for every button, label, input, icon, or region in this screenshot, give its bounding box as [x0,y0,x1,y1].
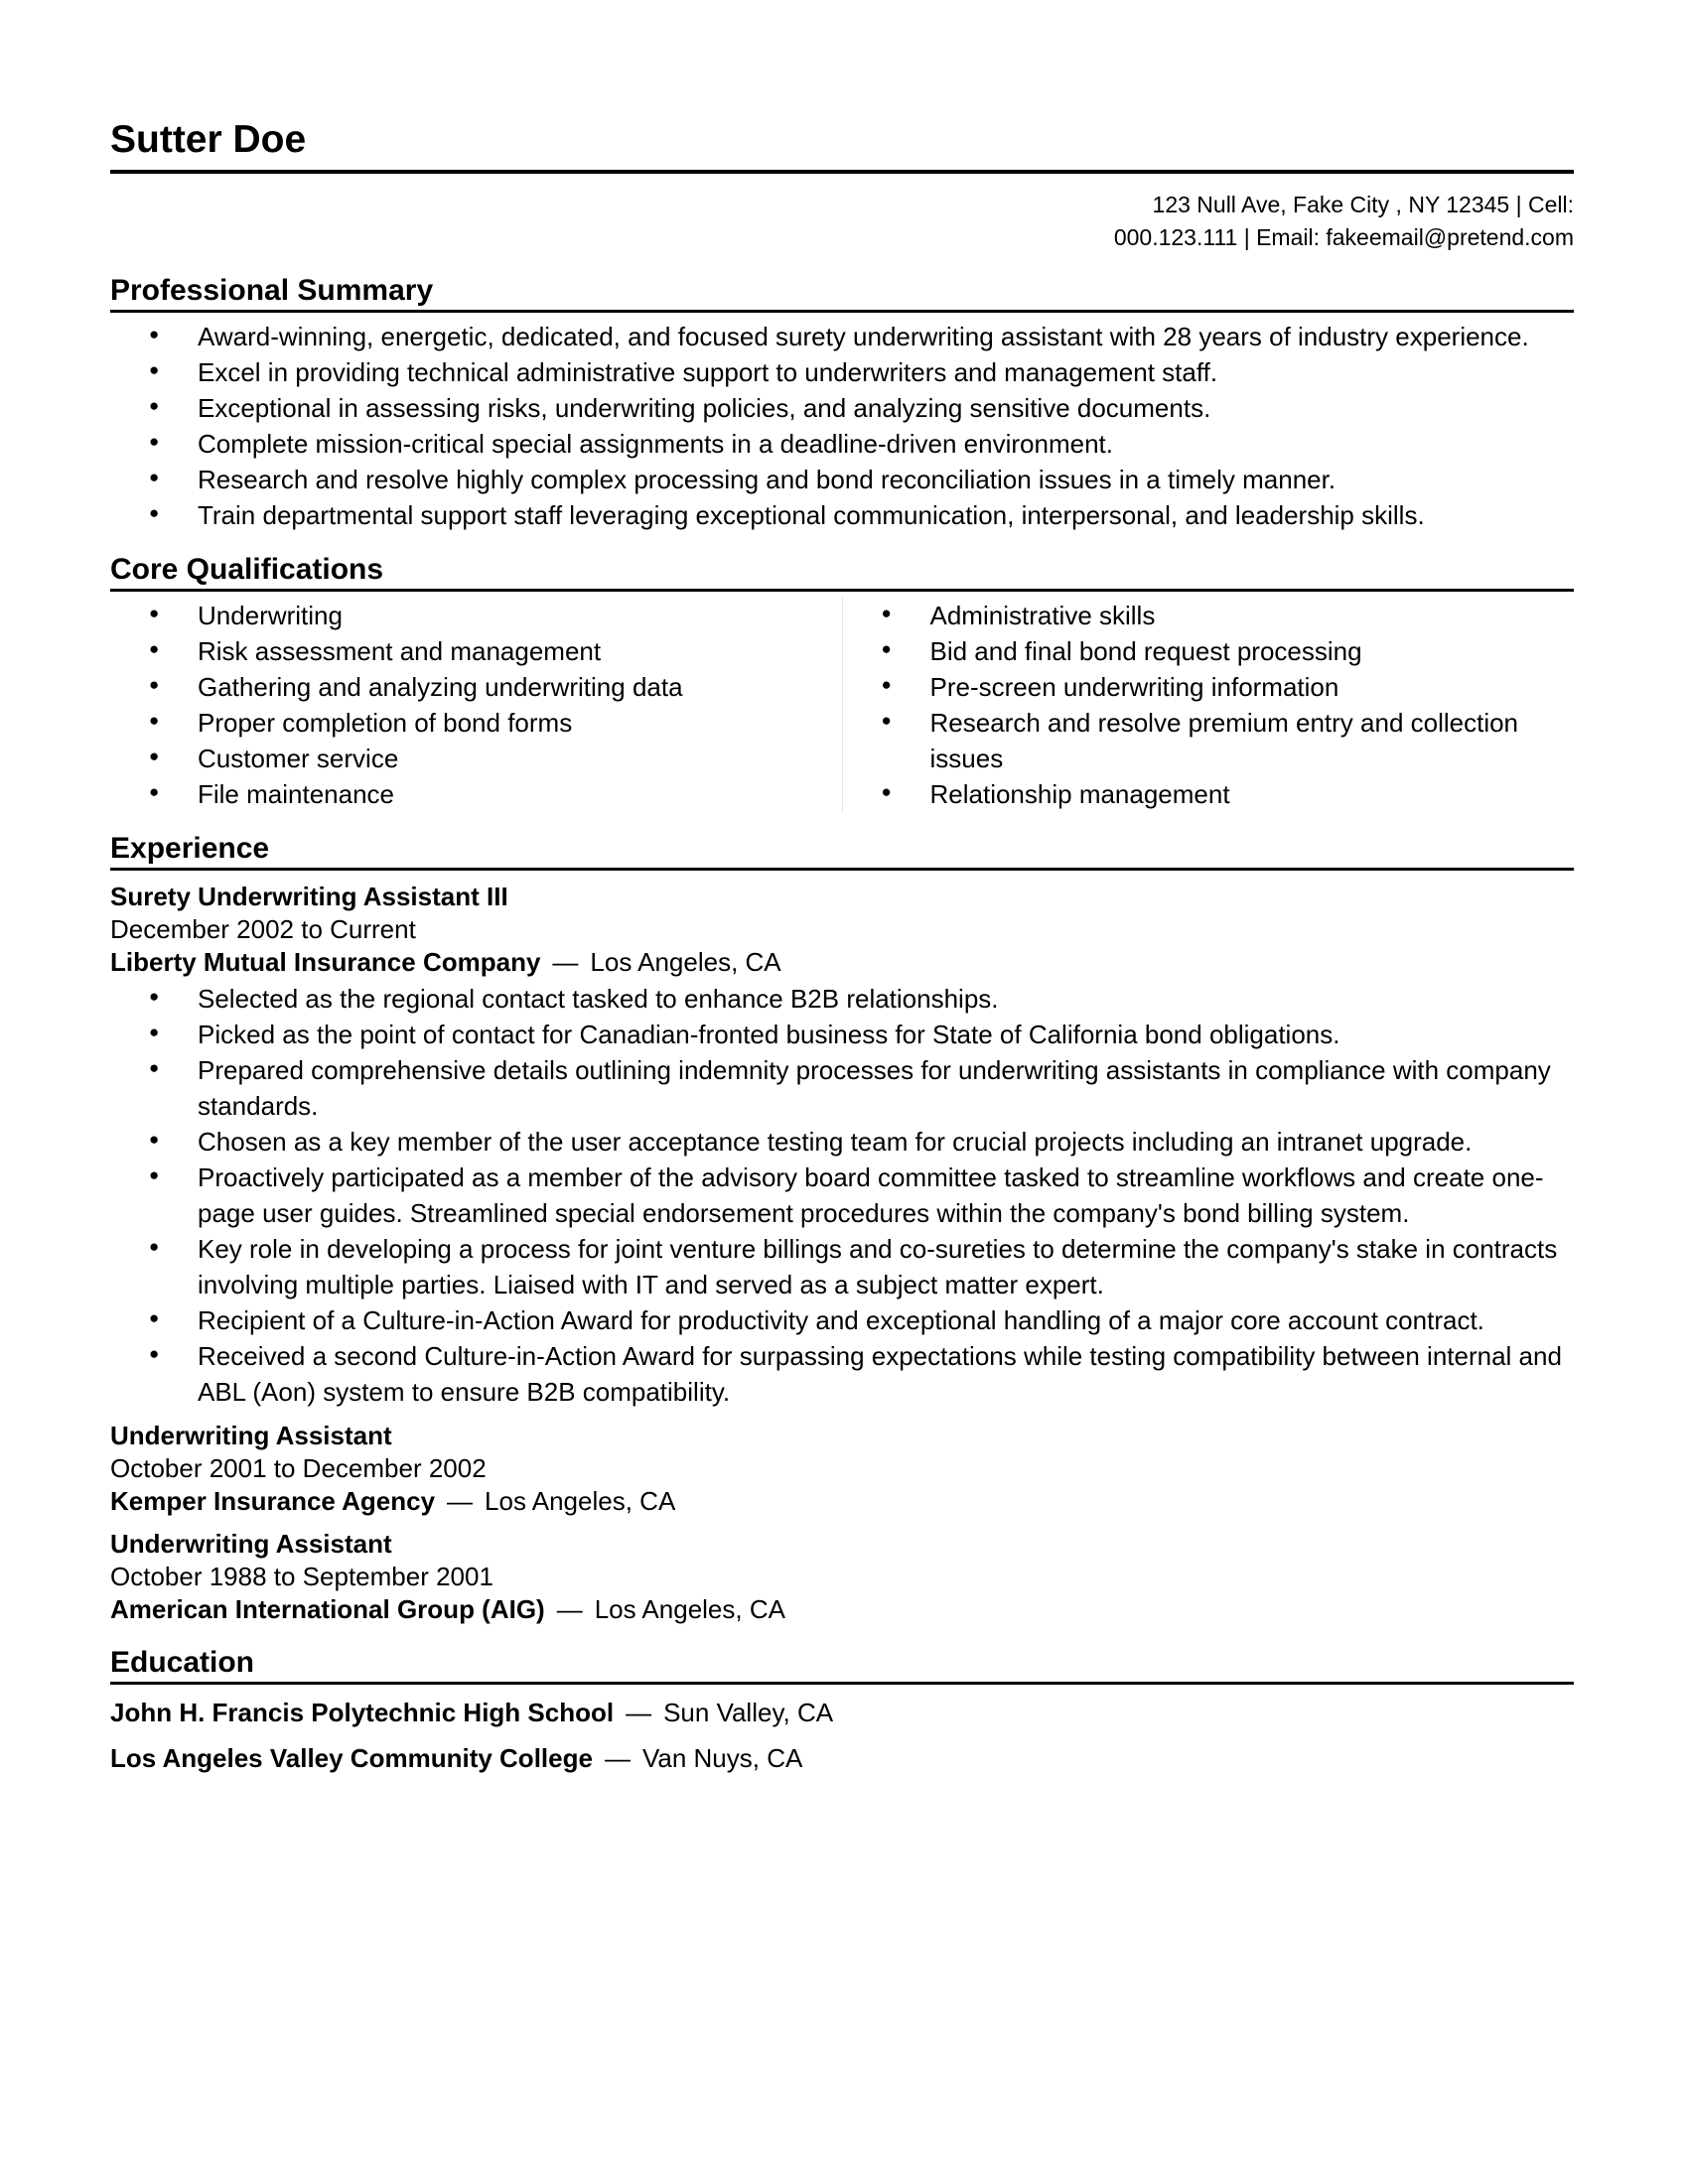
job-duty: ● Picked as the point of contact for Canadian-fronted business for State of California bond obligations. [110,1017,1574,1052]
job-duty: ● Chosen as a key member of the user acceptance testing team for crucial projects including an intranet upgrade. [110,1124,1574,1160]
resume-content [110,117,1574,1776]
qualification-item: ● File maintenance [110,776,842,812]
job-duties-list [110,981,1574,1410]
job-duty: ● Key role in developing a process for joint venture billings and co-sureties to determine the company's stake in contracts involving multiple parties. Liaised with IT and served as a subject matter expert. [110,1231,1574,1302]
qualification-item: ● Customer service [110,741,842,776]
qualification-item: ● Gathering and analyzing underwriting data [110,669,842,705]
job-dates: October 2001 to December 2002 [110,1453,487,1483]
contact-info [110,189,1574,254]
qualifications-section [110,551,1574,812]
education-entry [110,1740,1574,1776]
qualification-item: ● Risk assessment and management [110,633,842,669]
job-location: Los Angeles, CA [485,1486,676,1516]
summary-section [110,272,1574,533]
qualification-item: ● Relationship management [843,776,1575,812]
job-company: Kemper Insurance Agency [110,1486,436,1516]
qualifications-title: Core Qualifications [110,551,1574,592]
job-employer [110,946,1574,979]
job-employer [110,1593,1574,1626]
school-name: John H. Francis Polytechnic High School [110,1698,615,1727]
qualifications-right-list [843,598,1575,812]
qualification-item: ● Research and resolve premium entry and collection issues [843,705,1575,776]
school-location: Sun Valley, CA [663,1698,834,1727]
job-entry [110,881,1574,1410]
separator-dash: — [556,1594,583,1624]
school-location: Van Nuys, CA [641,1743,803,1773]
separator-dash: — [604,1743,631,1773]
school-name: Los Angeles Valley Community College [110,1743,593,1773]
job-company: American International Group (AIG) [110,1594,545,1624]
job-title: Underwriting Assistant [110,1529,392,1559]
contact-line-2: 000.123.111 | Email: fakeemail@pretend.com [1113,224,1574,250]
summary-item: ● Research and resolve highly complex processing and bond reconciliation issues in a timely manner. [110,462,1574,497]
experience-title: Experience [110,830,1574,871]
job-dates: December 2002 to Current [110,914,416,944]
summary-item: ● Excel in providing technical administrative support to underwriters and management staff. [110,354,1574,390]
job-entry [110,1420,1574,1518]
summary-item: ● Complete mission-critical special assignments in a deadline-driven environment. [110,426,1574,462]
qualifications-left-list [110,598,842,812]
job-location: Los Angeles, CA [590,947,781,977]
qualification-item: ● Administrative skills [843,598,1575,633]
qualification-item: ● Bid and final bond request processing [843,633,1575,669]
job-company: Liberty Mutual Insurance Company [110,947,541,977]
summary-title: Professional Summary [110,272,1574,313]
candidate-name: Sutter Doe [110,117,1574,174]
experience-section [110,830,1574,1626]
job-duty: ● Proactively participated as a member of the advisory board committee tasked to streamline workflows and create one-page user guides. Streamlined special endorsement procedures within the company's bond billing system. [110,1160,1574,1231]
education-entry [110,1695,1574,1730]
job-duty: ● Recipient of a Culture-in-Action Award for productivity and exceptional handling of a major core account contract. [110,1302,1574,1338]
qualification-item: ● Underwriting [110,598,842,633]
summary-list [110,319,1574,533]
separator-dash: — [626,1698,652,1727]
qualifications-columns [110,598,1574,812]
job-duty: ● Received a second Culture-in-Action Award for surpassing expectations while testing compatibility between internal and ABL (Aon) system to ensure B2B compatibility. [110,1338,1574,1410]
job-title: Underwriting Assistant [110,1421,392,1450]
contact-line-1: 123 Null Ave, Fake City , NY 12345 | Cell: [1152,192,1574,217]
summary-item: ● Exceptional in assessing risks, underwriting policies, and analyzing sensitive documents. [110,390,1574,426]
qualifications-left-column [110,598,843,812]
separator-dash: — [447,1486,474,1516]
education-list [110,1695,1574,1776]
job-employer [110,1485,1574,1518]
qualification-item: ● Pre-screen underwriting information [843,669,1575,705]
education-section [110,1644,1574,1776]
education-title: Education [110,1644,1574,1685]
separator-dash: — [552,947,579,977]
job-dates: October 1988 to September 2001 [110,1562,493,1591]
summary-item: ● Train departmental support staff leveraging exceptional communication, interpersonal, and leadership skills. [110,497,1574,533]
qualification-item: ● Proper completion of bond forms [110,705,842,741]
job-location: Los Angeles, CA [594,1594,785,1624]
qualifications-right-column [843,598,1575,812]
job-entry [110,1528,1574,1626]
job-duty: ● Prepared comprehensive details outlining indemnity processes for underwriting assistants in compliance with company standards. [110,1052,1574,1124]
summary-item: ● Award-winning, energetic, dedicated, and focused surety underwriting assistant with 28 years of industry experience. [110,319,1574,354]
job-duty: ● Selected as the regional contact tasked to enhance B2B relationships. [110,981,1574,1017]
job-title: Surety Underwriting Assistant III [110,882,508,911]
